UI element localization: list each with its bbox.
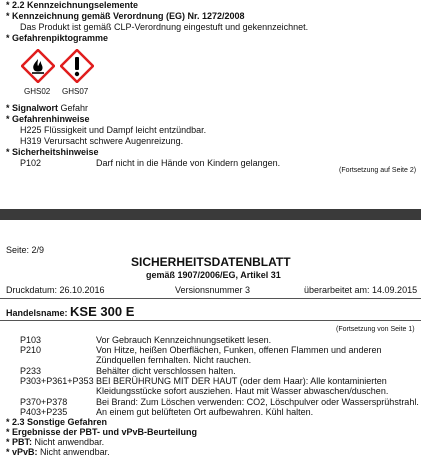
vpvb-value: Nicht anwendbar. [40, 447, 110, 457]
precautionary-heading: * Sicherheitshinweise [6, 147, 99, 157]
trade-name-row [6, 304, 134, 321]
document-title: SICHERHEITSDATENBLATT [131, 255, 291, 269]
trade-name-label: Handelsname: [6, 308, 68, 318]
signal-word-value: Gefahr [60, 103, 89, 113]
page-number: Seite: 2/9 [6, 245, 45, 255]
trade-name-value: KSE 300 E [70, 304, 135, 319]
pbt-label: * PBT: [6, 437, 33, 447]
continued-next-note: (Fortsetzung auf Seite 2) [339, 167, 417, 174]
print-date: Druckdatum: 26.10.2016 [6, 285, 105, 295]
precaution-code: P103 [20, 335, 42, 345]
precaution-text: Kleidungsstücke sofort ausziehen. Haut mit Wasser abwaschen/duschen. [96, 386, 389, 396]
precaution-text: Behälter dicht verschlossen halten. [96, 366, 236, 376]
version-number: Versionsnummer 3 [175, 285, 251, 295]
labeling-text: Das Produkt ist gemäß CLP-Verordnung eingestuft und gekennzeichnet. [20, 22, 309, 32]
precaution-code: P370+P378 [20, 397, 68, 407]
precaution-text: Bei Brand: Zum Löschen verwenden: CO2, Löschpulver oder Wassersprühstrahl. [96, 397, 419, 407]
precaution-text: Von Hitze, heißen Oberflächen, Funken, offenen Flammen und anderen [96, 345, 382, 355]
precaution-text: Vor Gebrauch Kennzeichnungsetikett lesen. [96, 335, 272, 345]
precaution-text: BEI BERÜHRUNG MIT DER HAUT (oder dem Haar): Alle kontaminierten [96, 376, 387, 386]
pictograms-heading: * Gefahrenpiktogramme [6, 33, 109, 43]
section-heading-2-3: * 2.3 Sonstige Gefahren [6, 417, 108, 427]
revised-date: überarbeitet am: 14.09.2015 [304, 285, 418, 295]
precaution-code: P303+P361+P353 [20, 376, 94, 386]
trade-name-divider [0, 320, 421, 321]
signal-word-row [6, 103, 88, 114]
precaution-code: P403+P235 [20, 407, 68, 417]
document-subtitle: gemäß 1907/2006/EG, Artikel 31 [146, 270, 281, 280]
flame-icon [21, 49, 55, 83]
header-divider [0, 298, 421, 299]
vpvb-label: * vPvB: [6, 447, 38, 457]
hazard-statements-heading: * Gefahrenhinweise [6, 114, 90, 124]
precaution-code: P233 [20, 366, 42, 376]
pbt-value: Nicht anwendbar. [34, 437, 105, 447]
hazard-statement-h225: H225 Flüssigkeit und Dampf leicht entzündbar. [20, 125, 207, 135]
pbt-assessment-heading: * Ergebnisse der PBT- und vPvB-Beurteilung [6, 427, 198, 437]
page-separator [0, 209, 421, 220]
pictogram-label-ghs07: GHS07 [62, 87, 89, 96]
signal-word-label: * Signalwort [6, 103, 59, 113]
pictogram-label-ghs02: GHS02 [24, 87, 51, 96]
vpvb-row [6, 447, 110, 458]
p102-code: P102 [20, 158, 42, 168]
hazard-statement-h319: H319 Verursacht schwere Augenreizung. [20, 136, 184, 146]
precaution-code: P210 [20, 345, 42, 355]
exclamation-icon [60, 49, 94, 83]
continued-from-note: (Fortsetzung von Seite 1) [336, 326, 415, 333]
p102-text: Darf nicht in die Hände von Kindern gelangen. [96, 158, 281, 168]
section-heading-2-2: * 2.2 Kennzeichnungselemente [6, 0, 139, 10]
precaution-text: An einem gut belüfteten Ort aufbewahren. Kühl halten. [96, 407, 314, 417]
precaution-text: Zündquellen fernhalten. Nicht rauchen. [96, 355, 252, 365]
labeling-heading: * Kennzeichnung gemäß Verordnung (EG) Nr. 1272/2008 [6, 11, 245, 21]
